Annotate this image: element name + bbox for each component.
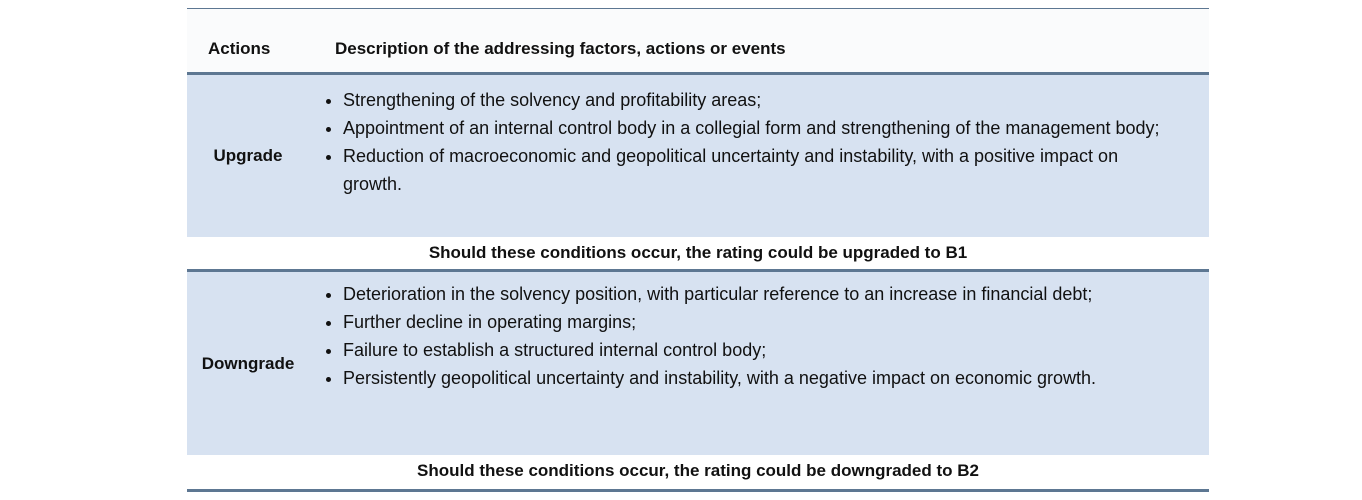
rating-drivers-table (187, 0, 1209, 500)
bottom-rule (187, 489, 1209, 492)
downgrade-label: Downgrade (201, 354, 295, 373)
header-row (187, 9, 1209, 72)
list-item: • Further decline in operating margins; (343, 308, 1163, 336)
downgrade-factor-list (321, 280, 1163, 392)
upgrade-factor-list (321, 86, 1163, 198)
upgrade-conclusion: Should these conditions occur, the rating could be upgraded to B1 (428, 243, 968, 262)
upgrade-label: Upgrade (213, 146, 283, 165)
list-item: • Strengthening of the solvency and profitability areas; (343, 86, 1163, 114)
downgrade-conclusion: Should these conditions occur, the rating could be downgraded to B2 (417, 461, 979, 480)
list-item: • Appointment of an internal control body in a collegial form and strengthening of the management body; (343, 114, 1163, 142)
list-item: • Persistently geopolitical uncertainty and instability, with a negative impact on economic growth. (343, 364, 1163, 392)
upgrade-row (187, 75, 1209, 237)
list-item: • Failure to establish a structured internal control body; (343, 336, 1163, 364)
list-item: • Deterioration in the solvency position, with particular reference to an increase in financial debt; (343, 280, 1163, 308)
header-description: Description of the addressing factors, actions or events (335, 39, 786, 58)
list-item: • Reduction of macroeconomic and geopolitical uncertainty and instability, with a positive impact on growth. (343, 142, 1163, 198)
downgrade-row (187, 272, 1209, 455)
header-actions: Actions (208, 39, 271, 58)
